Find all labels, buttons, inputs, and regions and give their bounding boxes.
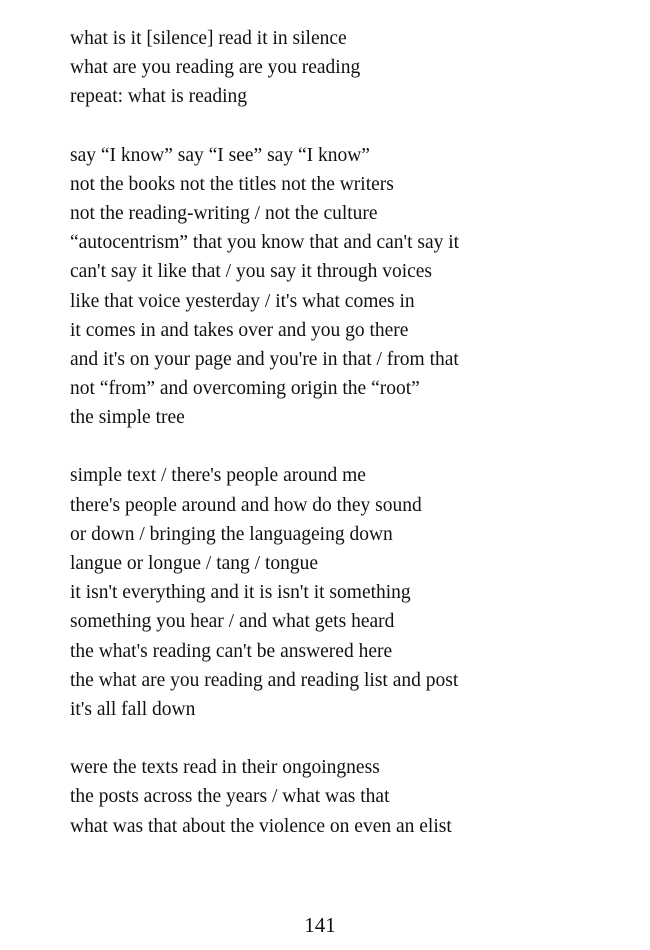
- poem-line: “autocentrism” that you know that and can't say it: [70, 232, 460, 254]
- poem-line: say “I know” say “I see” say “I know”: [70, 144, 370, 166]
- stanza-4: [70, 753, 630, 841]
- poem-line: not “from” and overcoming origin the “root”: [70, 378, 420, 400]
- poem-body: [70, 24, 630, 870]
- poem-line: it comes in and takes over and you go there: [70, 319, 409, 341]
- poem-line: it's all fall down: [70, 698, 196, 720]
- poem-line: the posts across the years / what was that: [70, 786, 390, 808]
- poem-line: repeat: what is reading: [70, 86, 248, 108]
- page-number: 141: [304, 913, 336, 937]
- stanza-1: [70, 24, 630, 112]
- poem-line: simple text / there's people around me: [70, 465, 366, 487]
- stanza-3: [70, 461, 630, 724]
- poem-line: it isn't everything and it is isn't it something: [70, 582, 411, 604]
- poem-line: or down / bringing the languageing down: [70, 523, 393, 545]
- poem-line: what is it [silence] read it in silence: [70, 28, 347, 49]
- poem-line: what are you reading are you reading: [70, 57, 361, 79]
- poem-line: were the texts read in their ongoingness: [70, 757, 380, 779]
- poem-line: can't say it like that / you say it through voices: [70, 261, 433, 283]
- poem-line: something you hear / and what gets heard: [70, 611, 395, 633]
- poem-line: what was that about the violence on even an elist: [70, 815, 452, 837]
- poem-line: there's people around and how do they sound: [70, 494, 422, 516]
- poem-line: like that voice yesterday / it's what comes in: [70, 290, 415, 312]
- poem-line: the what are you reading and reading list and post: [70, 669, 459, 691]
- poem-line: and it's on your page and you're in that / from that: [70, 348, 459, 370]
- poem-line: not the reading-writing / not the culture: [70, 202, 378, 224]
- poem-line: langue or longue / tang / tongue: [70, 553, 319, 574]
- stanza-2: [70, 141, 630, 433]
- poem-line: not the books not the titles not the writers: [70, 173, 394, 195]
- poem-line: the simple tree: [70, 407, 185, 429]
- poem-line: the what's reading can't be answered here: [70, 640, 393, 662]
